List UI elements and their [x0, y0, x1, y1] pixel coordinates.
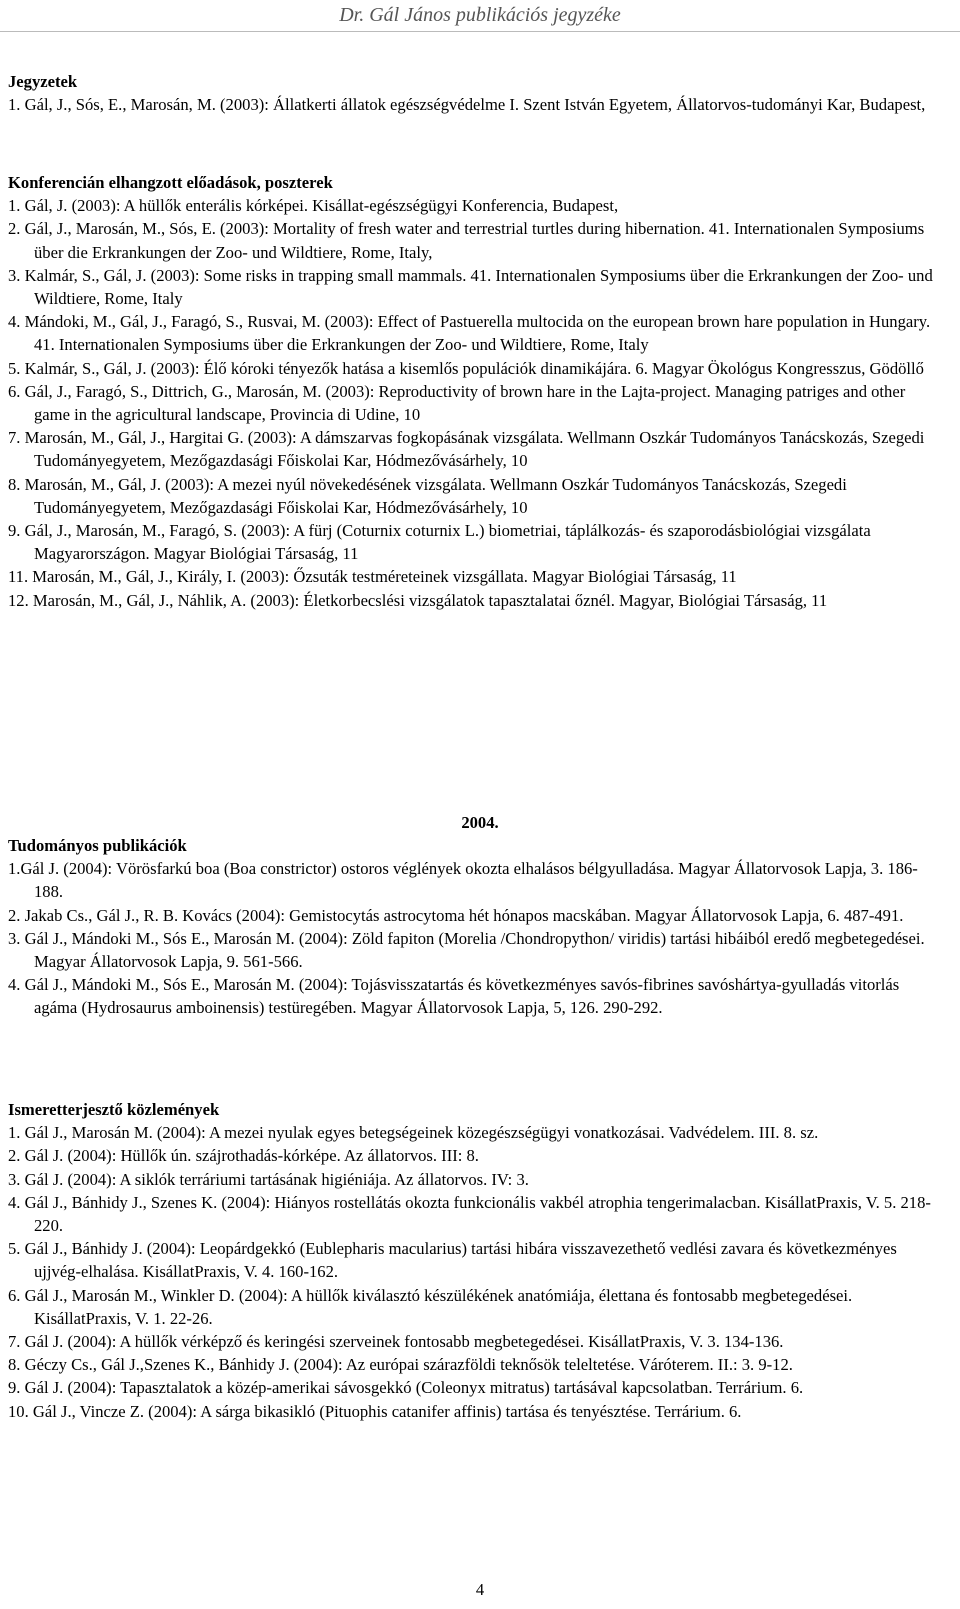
list-item: 3. Gál J. (2004): A siklók terráriumi tartásának higiéniája. Az állatorvos. IV: 3.	[8, 1169, 529, 1189]
list-item: 5. Kalmár, S., Gál, J. (2003): Élő kóroki tényezők hatása a kisemlős populációk dinamikájára. 6. Magyar Ökológus Kongresszus, Gödöllő	[8, 358, 924, 378]
list-item: 1. Gál J., Marosán M. (2004): A mezei nyulak egyes betegségeinek közegészségügyi vonatkozásai. Vadvédelem. III. 8. sz.	[8, 1123, 819, 1143]
list-item: 4. Gál J., Bánhidy J., Szenes K. (2004): Hiányos rostellátás okozta funkcionális vakbél atrophia tengerimalacban. KisállatPraxis, V. 5. 218-220.	[8, 1192, 931, 1236]
list-item: 1. Gál, J. (2003): A hüllők enterális kórképei. Kisállat-egészségügyi Konferencia, Budapest,	[8, 196, 619, 216]
page-number: 4	[475, 1580, 485, 1599]
conference-section	[8, 171, 943, 612]
list-item: 7. Marosán, M., Gál, J., Hargitai G. (2003): A dámszarvas fogkopásának vizsgálata. Wellmann Oszkár Tudományos Tanácskozás, Szegedi Tudományegyetem, Mezőgazdasági Főiskolai Kar, Hódmezővásárhely, 10	[8, 428, 925, 471]
list-item: 1.Gál J. (2004): Vörösfarkú boa (Boa constrictor) ostoros véglények okozta elhalásos bélgyulladása. Magyar Állatorvosok Lapja, 3. 186-188.	[8, 859, 918, 902]
list-item: 6. Gál J., Marosán M., Winkler D. (2004): A hüllők kiválasztó készülékének anatómiája, élettana és fontosabb megbetegedései. KisállatPraxis, V. 1. 22-26.	[8, 1285, 853, 1328]
list-item: 1. Gál, J., Sós, E., Marosán, M. (2003): Állatkerti állatok egészségvédelme I. Szent István Egyetem, Állatorvos-tudományi Kar, Budapest,	[8, 95, 926, 115]
list-item: 2. Gál, J., Marosán, M., Sós, E. (2003): Mortality of fresh water and terrestrial turtles during hibernation. 41. Internationalen Symposiums über die Erkrankungen der Zoo- und Wildtiere, Rome, Italy,	[8, 219, 925, 262]
list-item: 9. Gál J. (2004): Tapasztalatok a közép-amerikai sávosgekkó (Coleonyx mitratus) tartásával kapcsolatban. Terrárium. 6.	[8, 1378, 804, 1398]
list-item: 8. Géczy Cs., Gál J.,Szenes K., Bánhidy J. (2004): Az európai szárazföldi teknősök teleltetése. Váróterem. II.: 3. 9-12.	[8, 1355, 793, 1375]
list-item: 8. Marosán, M., Gál, J. (2003): A mezei nyúl növekedésének vizsgálata. Wellmann Oszkár Tudományos Tanácskozás, Szegedi Tudományegyetem, Mezőgazdasági Főiskolai Kar, Hódmezővásárhely, 10	[8, 474, 847, 517]
list-item: 3. Kalmár, S., Gál, J. (2003): Some risks in trapping small mammals. 41. Internationalen Symposiums über die Erkrankungen der Zoo- und Wildtiere, Rome, Italy	[8, 265, 933, 309]
list-item: 11. Marosán, M., Gál, J., Király, I. (2003): Őzsuták testméreteinek vizsgállata. Magyar Biológiai Társaság, 11	[8, 567, 737, 587]
list-item: 2. Jakab Cs., Gál J., R. B. Kovács (2004): Gemistocytás astrocytoma hét hónapos macskában. Magyar Állatorvosok Lapja, 6. 487-491.	[8, 905, 904, 925]
list-item: 4. Mándoki, M., Gál, J., Faragó, S., Rusvai, M. (2003): Effect of Pastuerella multocida on the european brown hare population in Hungary. 41. Internationalen Symposiums über die Erkrankungen der Zoo- und Wildtiere, Rome, Italy	[8, 312, 931, 355]
list-item: 5. Gál J., Bánhidy J. (2004): Leopárdgekkó (Eublepharis macularius) tartási hibára visszavezethető vedlési zavara és következményes ujjvég-elhalása. KisállatPraxis, V. 4. 160-162.	[8, 1239, 897, 1282]
popular-section	[8, 1098, 943, 1423]
scientific-section	[8, 834, 943, 1020]
list-item: 12. Marosán, M., Gál, J., Náhlik, A. (2003): Életkorbecslési vizsgálatok tapasztalatai őznél. Magyar, Biológiai Társaság, 11	[8, 590, 828, 610]
list-item: 6. Gál, J., Faragó, S., Dittrich, G., Marosán, M. (2003): Reproductivity of brown hare in the Lajta-project. Managing patriges and other game in the agricultural landscape, Provincia di Udine, 10	[8, 381, 906, 425]
notes-section	[8, 70, 943, 116]
popular-section-title: Ismeretterjesztő közlemények	[8, 1100, 220, 1119]
list-item: 9. Gál, J., Marosán, M., Faragó, S. (2003): A fürj (Coturnix coturnix L.) biometriai, táplálkozás- és szaporodásbiológiai vizsgálata Magyarországon. Magyar Biológiai Társaság, 11	[8, 521, 871, 564]
list-item: 4. Gál J., Mándoki M., Sós E., Marosán M. (2004): Tojásvisszatartás és következményes savós-fibrines savóshártya-gyulladás vitorlás agáma (Hydrosaurus amboinensis) testüregében. Magyar Állatorvosok Lapja, 5, 126. 290-292.	[8, 975, 900, 1018]
scientific-section-title: Tudományos publikációk	[8, 836, 187, 855]
page-header-title: Dr. Gál János publikációs jegyzéke	[339, 4, 621, 26]
conference-section-title: Konferencián elhangzott előadások, poszterek	[8, 173, 333, 192]
list-item: 3. Gál J., Mándoki M., Sós E., Marosán M. (2004): Zöld fapiton (Morelia /Chondropython/ viridis) tartási hibáiból eredő megbetegedései. Magyar Állatorvosok Lapja, 9. 561-566.	[8, 928, 925, 972]
year-heading: 2004.	[461, 813, 499, 832]
notes-section-title: Jegyzetek	[8, 72, 78, 91]
list-item: 10. Gál J., Vincze Z. (2004): A sárga bikasikló (Pituophis catanifer affinis) tartása és tenyésztése. Terrárium. 6.	[8, 1401, 742, 1421]
header-divider	[0, 31, 960, 32]
list-item: 2. Gál J. (2004): Hüllők ún. szájrothadás-kórképe. Az állatorvos. III: 8.	[8, 1146, 479, 1166]
list-item: 7. Gál J. (2004): A hüllők vérképző és keringési szerveinek fontosabb megbetegedései. KisállatPraxis, V. 3. 134-136.	[8, 1332, 784, 1352]
